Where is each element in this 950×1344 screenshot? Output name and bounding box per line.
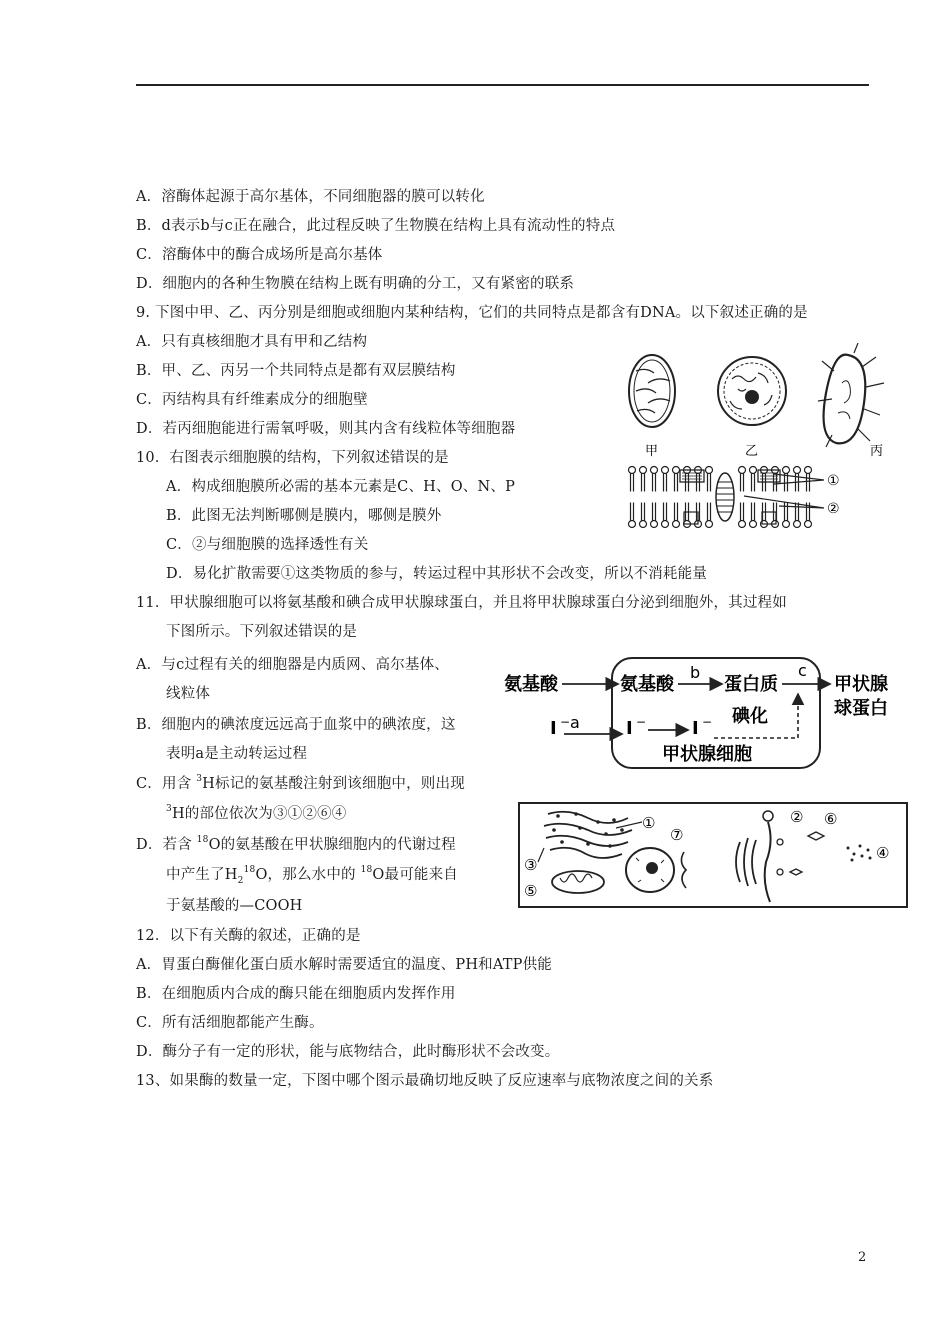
q12-option-c: C．所有活细胞都能产生酶。 [136,1015,324,1031]
q11-option-c: C．用含 $^3$H标记的氨基酸注射到该细胞中，则出现 [136,774,465,792]
flow-amino-inside: 氨基酸 [620,674,674,695]
fig-label-jia: 甲 [645,444,659,459]
mitochondrion-drawing [629,355,675,427]
q10-option-c: C．②与细胞膜的选择透性有关 [166,537,369,553]
q8-option-a: A．溶酶体起源于高尔基体，不同细胞器的膜可以转化 [136,189,485,205]
q13-stem: 13、如果酶的数量一定，下图中哪个图示最确切地反映了反应速率与底物浓度之间的关系 [136,1073,714,1089]
bacterium-drawing [818,343,884,447]
fig-label-bing: 丙 [870,444,884,459]
q8-option-d: D．细胞内的各种生物膜在结构上既有明确的分工，又有紧密的联系 [136,276,575,292]
q11-option-a: A．与c过程有关的细胞器是内质网、高尔基体、 [136,657,449,673]
q10-option-a: A．构成细胞膜所必需的基本元素是C、H、O、N、P [166,479,516,495]
organelle-label-1: ① [642,814,656,832]
organelle-label-7: ⑦ [670,826,684,844]
q12-stem: 12．以下有关酶的叙述，正确的是 [136,928,361,944]
q10-option-d: D．易化扩散需要①这类物质的参与，转运过程中其形状不会改变，所以不消耗能量 [166,566,708,582]
flow-product-1: 甲状腺 [834,674,888,695]
svg-text:−: − [636,715,647,729]
flow-iodination: 碘化 [732,706,768,727]
cell-membrane-figure [624,462,874,532]
q9-option-b: B．甲、乙、丙另一个共同特点是都有双层膜结构 [136,363,456,379]
q11-option-b: B．细胞内的碘浓度远远高于血浆中的碘浓度，这 [136,717,456,733]
flow-iodide-outside: I [550,718,557,739]
q11-option-c-cont: $^3$H的部位依次为③①②⑥④ [166,804,347,822]
organelle-label-3: ③ [524,856,538,874]
flow-iodide-inside: I [626,718,633,739]
q8-option-c: C．溶酶体中的酶合成场所是高尔基体 [136,247,383,263]
q11-option-d: D．若含 $^{18}$O的氨基酸在甲状腺细胞内的代谢过程 [136,835,456,853]
q11-stem-line1: 11．甲状腺细胞可以将氨基酸和碘合成甲状腺球蛋白，并且将甲状腺球蛋白分泌到细胞外，其过程如 [136,595,787,611]
q12-option-a: A．胃蛋白酶催化蛋白质水解时需要适宜的温度、PH和ATP供能 [136,957,552,973]
q11-option-b-cont: 表明a是主动转运过程 [166,746,308,762]
flow-label-c: c [798,661,807,680]
q12-option-b: B．在细胞质内合成的酶只能在细胞质内发挥作用 [136,986,456,1002]
q10-stem: 10．右图表示细胞膜的结构，下列叙述错误的是 [136,450,449,466]
membrane-label-1: ① [827,473,840,489]
organelle-label-6: ⑥ [824,810,838,828]
thyroid-flow-figure [500,650,910,775]
page-number: 2 [858,1250,867,1265]
flow-label-a: a [570,713,580,732]
q9-option-c: C．丙结构具有纤维素成分的细胞壁 [136,392,368,408]
q10-option-b: B．此图无法判断哪侧是膜内，哪侧是膜外 [166,508,442,524]
svg-text:−: − [560,715,571,729]
svg-text:−: − [702,715,713,729]
membrane-label-2: ② [827,501,840,517]
q11-option-a-cont: 线粒体 [166,686,211,702]
organelle-label-4: ④ [876,844,890,862]
fig-label-yi: 乙 [745,444,759,459]
q9-option-d: D．若丙细胞能进行需氧呼吸，则其内含有线粒体等细胞器 [136,421,516,437]
q9-option-a: A．只有真核细胞才具有甲和乙结构 [136,334,368,350]
flow-label-b: b [690,663,701,682]
flow-product-2: 球蛋白 [834,698,888,719]
q11-option-d-cont: 中产生了$H_2^{18}O$，那么水中的 $^{18}$O最可能来自 [166,865,459,886]
organelle-label-5: ⑤ [524,882,538,900]
flow-iodide-inside-2: I [692,718,699,739]
cell-structures-figure [618,343,890,461]
nucleus-drawing [718,357,786,425]
organelle-label-2: ② [790,808,804,826]
q12-option-d: D．酶分子有一定的形状，能与底物结合，此时酶形状不会改变。 [136,1044,560,1060]
header-rule [136,84,869,86]
q11-stem-line2: 下图所示。下列叙述错误的是 [166,624,358,640]
q8-option-b: B．d表示b与c正在融合，此过程反映了生物膜在结构上具有流动性的特点 [136,218,616,234]
flow-cell-label: 甲状腺细胞 [662,744,752,765]
q11-option-d-cont2: 于氨基酸的—COOH [166,898,303,914]
q9-stem: 9. 下图中甲、乙、丙分别是细胞或细胞内某种结构，它们的共同特点是都含有DNA。以下叙述正确的是 [136,305,808,321]
flow-amino-outside: 氨基酸 [504,674,558,695]
organelles-figure [518,802,908,910]
flow-protein: 蛋白质 [724,674,778,695]
